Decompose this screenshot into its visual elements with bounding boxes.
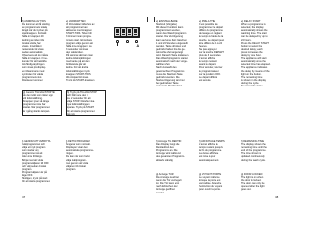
digital-display (114, 27, 140, 38)
right-mid-column-2: f) AFFICHAGE TEMPS L'écran affiche le temps restant jusqu'à la fin du programme. La durée affichée est mise à jour automatiquement. (199, 140, 225, 162)
button-icon (126, 40, 129, 43)
left-bottom-column-2: j) DETTA PROGRAM fungerar som normalt. Displayen visar den automatiska programme- ringen. Du kan när som helst välja tvättprogram- met genom att vrida väljaren till önskat program. (66, 140, 94, 171)
page-number-right: 48 (275, 196, 279, 199)
right-bottom-column-1: g) Anzeige TÜR Die Anzeige leuchtet wenn die Tür verriegelt ist. Die Tür kann erst nach Erlöschen der Anzeige geöffnet (156, 173, 182, 192)
display-digit (115, 28, 120, 36)
right-mid-column-1: f) Anzeige TIL REDTID Das Display zeigt die Restlaufzeit des Programms an. Die Anzeige wird während des gesamten Programm- ablaufs ständig (156, 140, 185, 162)
right-bottom-column-2: g) VOYANT PORTE Le voyant s'allume lorsque la porte est verrouillée. Attendre l'extinction du voyant pour ouvrir la porte. (199, 173, 223, 192)
right-mid-column-3: f) REMAINING TIME The display shows the remaining time until the end of the programme. The time shown is updated continuously during the wash cycle. (241, 140, 267, 162)
right-top-column-3: e) DELAY START When a programme is selected, the display automatically shows the washing time. The start can be delayed by up to 24 hours. Press the DELAY START button to select the desired delay; each press increases the delay by one hour. The appliance will start automatically once the selected time has elapsed. The appliance indicates the delay by means of the light on the button. The remaining time is shown in the display during the cycle. (241, 20, 271, 85)
button-icon (135, 40, 138, 43)
right-bottom-column-3: g) DOOR LOCKED The light is on when the door is locked. The door can only be opened after the light goes out. (241, 173, 265, 192)
left-mid-column-2: h) Tryck på TILLVAL/STOP och håll nere den i ca. 2 sekunder för att välja STOP. Därefter ska nya tidsinställningen sparas. Tryck på START för att starta programmet på nytt. (67, 91, 97, 115)
display-digit (133, 28, 138, 36)
right-top-column-2: e) PRE-A THE Il est possible de programmer le départ différé du programme de lavage en réglant le temps à l'aide de la touche. Le départ peut être différé de 1 à 24 heures. Ne pas appuyer sur la touche DEPART plus de 3 secondes. L'écran affiche le temps restant avant le départ. Pour annuler, tourner le programmateur sur la position OFF. Le départ différé est annulé. (199, 20, 225, 82)
left-bottom-column-1: i) GENOM ATT AVBRYTA tvättprogrammet och välja ett nytt program som startar om programmet så att tiden inte förlängs. Börja med att vrida programväljaren till OFF och välj sedan önskat program. Programväljaren är på läge OFF. Slutligen, tryck på start för att starta programmet. (22, 140, 51, 184)
display-digit (121, 28, 126, 36)
display-digit (127, 28, 132, 36)
left-top-column-2: e) VARMVATTEN Vi förrutsätter tidbehov av att programmet kan aktiveras med knappen START-TIDS. Tiden blir 3 timmar innan progra- mmets start. Ett kortare program väljs genom att hålla inne knappen i ca 3 sekunder så visas den valda tiden. På samma sätt kan man ändra tidsinställningen med tanke på att den fortfarande går att ändra. För att ändra tidsinställningen tryck knappen START-TIDS tills önskad tid visas. Tryck på START-knappen (66, 20, 95, 81)
page-number-left: 47 (22, 196, 26, 199)
left-top-column-1: f) ÄNDRING AV TIDS Du kommer att få växling av programmets totala längd när du trycker på startknappen. Fortsätt hålla in knappen för ändring av tiden tills önskat värde har visats. Innehållet i resterande tid visas sedan automatiskt. Observera att du måste hålla in knappen i 3 se- kunder för att bekräfta tid-/färdig-ändringen som visas på display- en tillsammans med symbolen för valda programmets slut. Displayen kommer (22, 20, 50, 81)
left-mid-column-1: g) Genom TILLVAL/STOP får du den tvätt som rätter upp vid tidsinställning. Knappen lyser så länge programmet inte har startat. När programmet är i gång släcks lampan. (23, 91, 56, 113)
figure-label: A (136, 44, 140, 48)
right-top-column-1: e) EINSTELLBARE Startzeit (Vorgabe) Mit dieser Funktion kann programmiert werden, wann das Waschprogramm startet. Die Verzögerung kann auf eine Zeit zwischen 1 und 24 Stunden eingestellt werden. Taste drücken und gedrückt halten bis die ge- wünschte Zeit angezeigt wird. Danach Taste loslassen. Das Waschprogramm startet automatisch nach der vorge- wählten Zeit. Nach Auswahl des gewünschten Programms muss die Startzeit-Taste gedrückt werden. Die Startverzögerung wird nur bei gedrückter Taste (156, 20, 190, 85)
